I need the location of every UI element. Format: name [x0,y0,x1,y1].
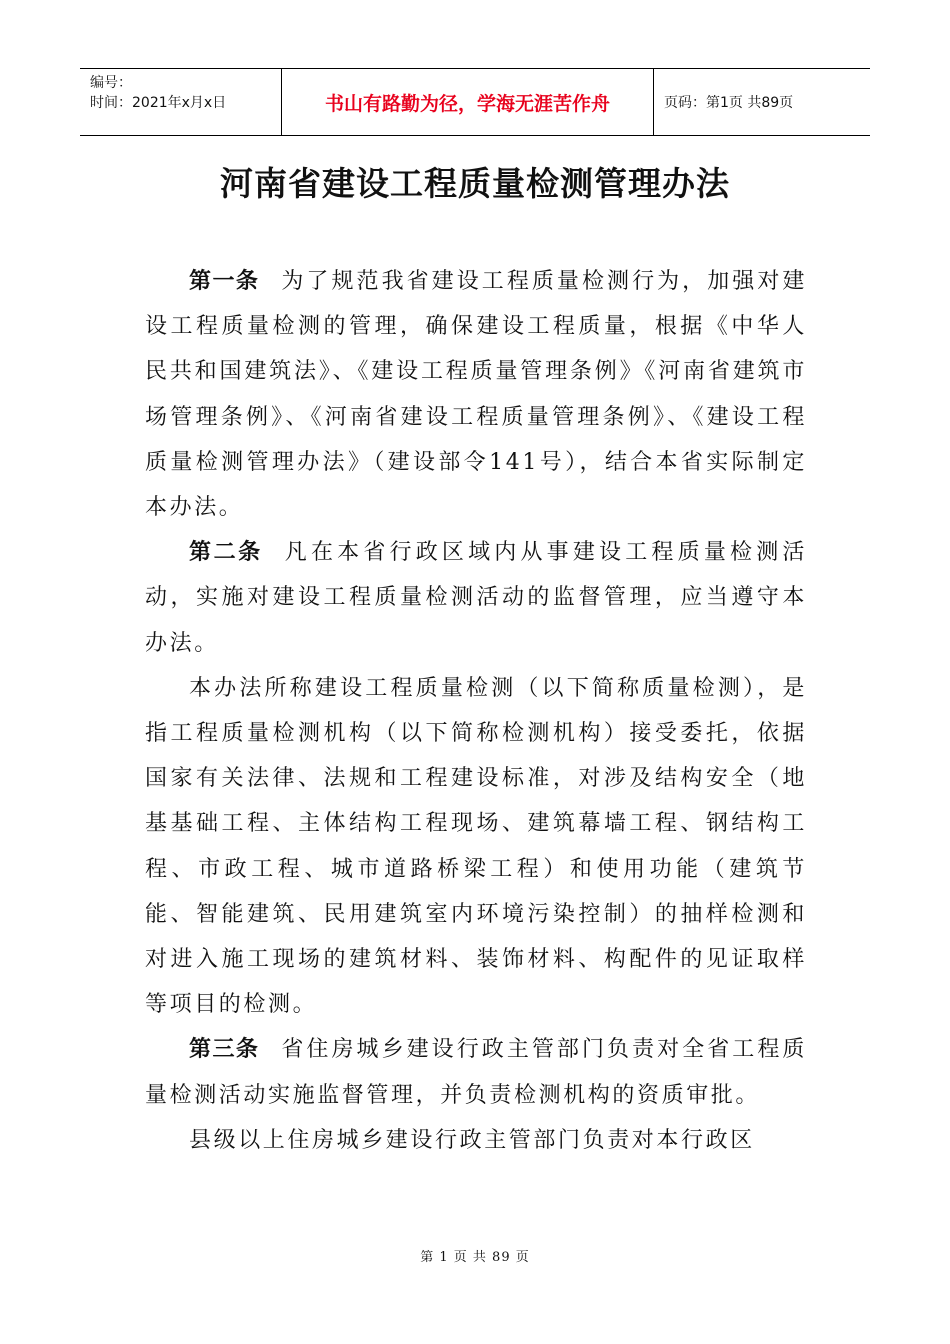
paragraph [145,530,807,666]
paragraph-text: 为了规范我省建设工程质量检测行为，加强对建设工程质量检测的管理，确保建设工程质量，根据《中华人民共和国建筑法》、《建设工程质量管理条例》《河南省建筑市场管理条例》、《河南省建设工程质量管理条例》、《建设工程质量检测管理办法》（建设部令141号），结合本省实际制定本办法。 [145,269,807,521]
article-label: 第一条 [189,269,260,294]
document-body [145,259,807,1163]
paragraph [145,666,807,1028]
paragraph-text: 县级以上住房城乡建设行政主管部门负责对本行政区 [189,1127,755,1153]
time-label: 时间：2021年x月x日 [90,95,227,111]
header-meta [80,69,282,135]
paragraph [145,259,807,530]
header-motto: 书山有路勤为径，学海无涯苦作舟 [282,69,654,135]
paragraph-text: 凡在本省行政区域内从事建设工程质量检测活动，实施对建设工程质量检测活动的监督管理，应当遵守本办法。 [145,540,807,656]
article-label: 第二条 [189,540,263,566]
paragraph [145,1118,807,1163]
paragraph-text: 本办法所称建设工程质量检测（以下简称质量检测），是指工程质量检测机构（以下简称检测机构）接受委托，依据国家有关法律、法规和工程建设标准，对涉及结构安全（地基基础工程、主体结构工程现场、建筑幕墙工程、钢结构工程、市政工程、城市道路桥梁工程）和使用功能（建筑节能、智能建筑、民用建筑室内环境污染控制）的抽样检测和对进入施工现场的建筑材料、装饰材料、构配件的见证取样等项目的检测。 [145,675,807,1018]
header-page-info: 页码：第1页 共89页 [664,95,794,111]
number-label: 编号： [90,75,132,91]
document-title: 河南省建设工程质量检测管理办法 [220,164,730,203]
paragraph [145,1027,807,1117]
paragraph-text: 省住房城乡建设行政主管部门负责对全省工程质量检测活动实施监督管理，并负责检测机构的资质审批。 [145,1037,807,1108]
document-header [80,68,870,136]
article-label: 第三条 [189,1037,260,1063]
page-footer: 第 1 页 共 89 页 [420,1250,530,1265]
